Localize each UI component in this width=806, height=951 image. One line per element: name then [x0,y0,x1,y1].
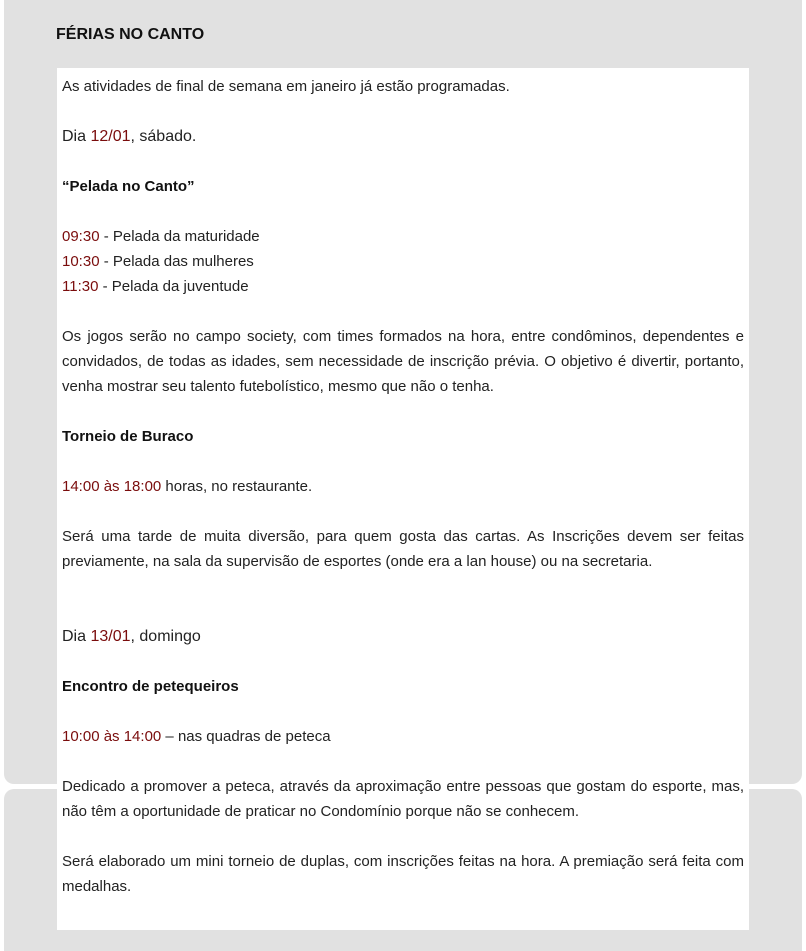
peteca-heading: Encontro de petequeiros [62,678,239,695]
peteca-description: Dedicado a promover a peteca, através da aproximação entre pessoas que gostam do esporte, mas, não têm a oportunidade de praticar no Condomínio porque não se conhecem. [62,778,744,820]
schedule-label: - Pelada da juventude [98,278,249,295]
buraco-time: 14:00 às 18:00 [62,478,162,495]
schedule-time: 09:30 [62,228,100,245]
intro-text: As atividades de final de semana em janeiro já estão programadas. [62,78,510,95]
sunday-suffix: , domingo [130,628,201,645]
buraco-time-suffix: horas, no restaurante. [161,478,313,495]
page-title: FÉRIAS NO CANTO [56,26,205,43]
schedule-time: 11:30 [62,278,99,295]
sunday-prefix: Dia [62,628,91,645]
sunday-date-line [62,624,744,649]
buraco-description: Será uma tarde de muita diversão, para quem gosta das cartas. As Inscrições devem ser feitas previamente, na sala da supervisão de esportes (onde era a lan house) ou na secretaria. [62,528,744,570]
pelada-description: Os jogos serão no campo society, com times formados na hora, entre condôminos, dependentes e convidados, de todas as idades, sem necessidade de inscrição prévia. O objetivo é divertir, portanto, venha mostrar seu talento futebolístico, mesmo que não o tenha. [62,328,744,395]
pelada-schedule [62,224,744,299]
schedule-label: - Pelada das mulheres [99,253,254,270]
sunday-date: 13/01 [90,628,131,645]
saturday-prefix: Dia [62,128,91,145]
saturday-date: 12/01 [90,128,131,145]
peteca-time-line [62,724,744,749]
peteca-time-suffix: – nas quadras de peteca [161,728,331,745]
tournament-description: Será elaborado um mini torneio de duplas, com inscrições feitas na hora. A premiação será feita com medalhas. [62,853,744,895]
schedule-label: - Pelada da maturidade [99,228,260,245]
buraco-heading: Torneio de Buraco [62,428,194,445]
buraco-time-line [62,474,744,499]
article-content [57,68,749,930]
pelada-heading: “Pelada no Canto” [62,178,195,195]
peteca-time: 10:00 às 14:00 [62,728,162,745]
saturday-suffix: , sábado. [130,128,197,145]
saturday-date-line [62,124,744,149]
schedule-time: 10:30 [62,253,100,270]
